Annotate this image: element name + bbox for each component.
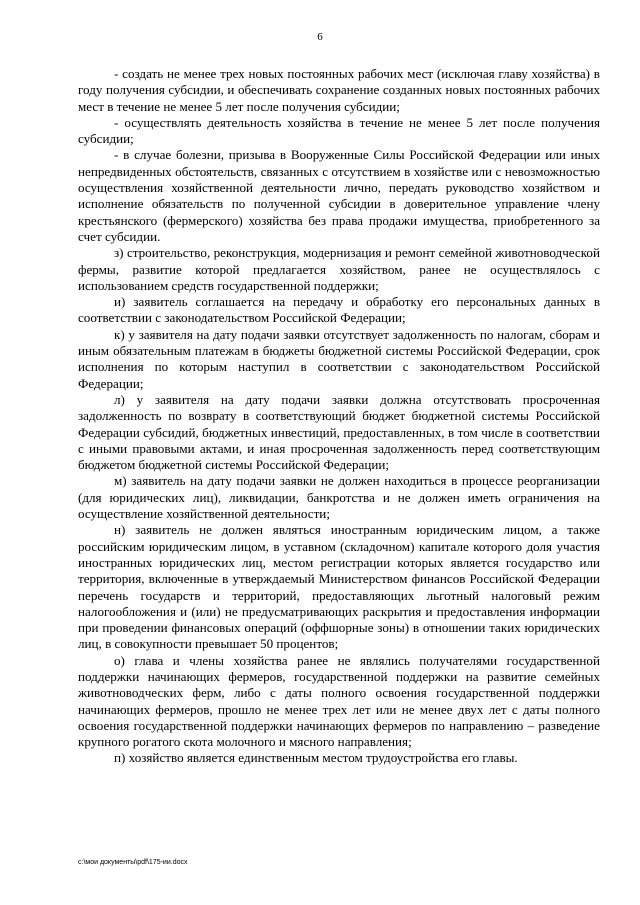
- document-body: [78, 66, 600, 767]
- paragraph-item-l: л) у заявителя на дату подачи заявки должна отсутствовать просроченная задолженность по возврату в соответствующий бюджет бюджетной системы Российской Федерации субсидий, бюджетных инвестиций, предоставленных, в том числе в соответствии с иными правовыми актами, и иная просроченная задолженность перед соответствующим бюджетом бюджетной системы Российской Федерации;: [78, 391, 600, 473]
- paragraph-item-n: н) заявитель не должен являться иностранным юридическим лицом, а также российским юридическим лицом, в уставном (складочном) капитале которого доля участия иностранных юридических лиц, местом регистрации которых является государство или территория, включенные в утверждаемый Министерством финансов Российской Федерации перечень государств и территорий, предоставляющих льготный налоговый режим налогообложения и (или) не предусматривающих раскрытия и предоставления информации при проведении финансовых операций (оффшорные зоны) в отношении таких юридических лиц, в совокупности превышает 50 процентов;: [78, 522, 600, 652]
- paragraph-item-m: м) заявитель на дату подачи заявки не должен находиться в процессе реорганизации (для юридических лиц), ликвидации, банкротства и не должен иметь ограничения на осуществление хозяйственной деятельности;: [78, 473, 600, 522]
- paragraph-item-k: к) у заявителя на дату подачи заявки отсутствует задолженность по налогам, сборам и иным обязательным платежам в бюджеты бюджетной системы Российской Федерации, срок исполнения по которым наступил в соответствии с законодательством Российской Федерации;: [78, 326, 600, 391]
- paragraph-item-z: з) строительство, реконструкция, модернизация и ремонт семейной животноводческой фермы, развитие которой предлагается хозяйством, ранее не осуществлялось с использованием средств государственной поддержки;: [78, 245, 600, 293]
- paragraph-item-p: п) хозяйство является единственным местом трудоустройства его главы.: [114, 750, 518, 766]
- paragraph-operate-5-years: - осуществлять деятельность хозяйства в течение не менее 5 лет после получения субсидии;: [78, 114, 600, 147]
- paragraph-create-jobs: - создать не менее трех новых постоянных рабочих мест (исключая главу хозяйства) в году получения субсидии, и обеспечивать сохранение созданных новых постоянных рабочих мест в течение не менее 5 лет после получения субсидии;: [78, 66, 600, 114]
- page-number: 6: [317, 31, 323, 43]
- paragraph-item-i: и) заявитель соглашается на передачу и обработку его персональных данных в соответствии с законодательством Российской Федерации;: [78, 294, 600, 326]
- footer-file-path: c:\мои документы\pdf\175-ии.docx: [78, 859, 188, 866]
- paragraph-trust-management: - в случае болезни, призыва в Вооруженные Силы Российской Федерации или иных непредвиденных обстоятельств, связанных с отсутствием в хозяйстве или с невозможностью осуществления хозяйственной деятельности лично, передать руководство хозяйством и исполнение обязательств по полученной субсидии в доверительное управление члену крестьянского (фермерского) хозяйства без права продажи имущества, приобретенного за счет субсидии.: [78, 147, 600, 244]
- paragraph-item-o: о) глава и члены хозяйства ранее не являлись получателями государственной поддержки начинающих фермеров, государственной поддержки на развитие семейных животноводческих ферм, либо с даты полного освоения государственной поддержки начинающих фермеров, прошло не менее трех лет или не менее двух лет с даты полного освоения государственной поддержки начинающих фермеров по направлению – разведение крупного рогатого скота молочного и мясного направления;: [78, 652, 600, 750]
